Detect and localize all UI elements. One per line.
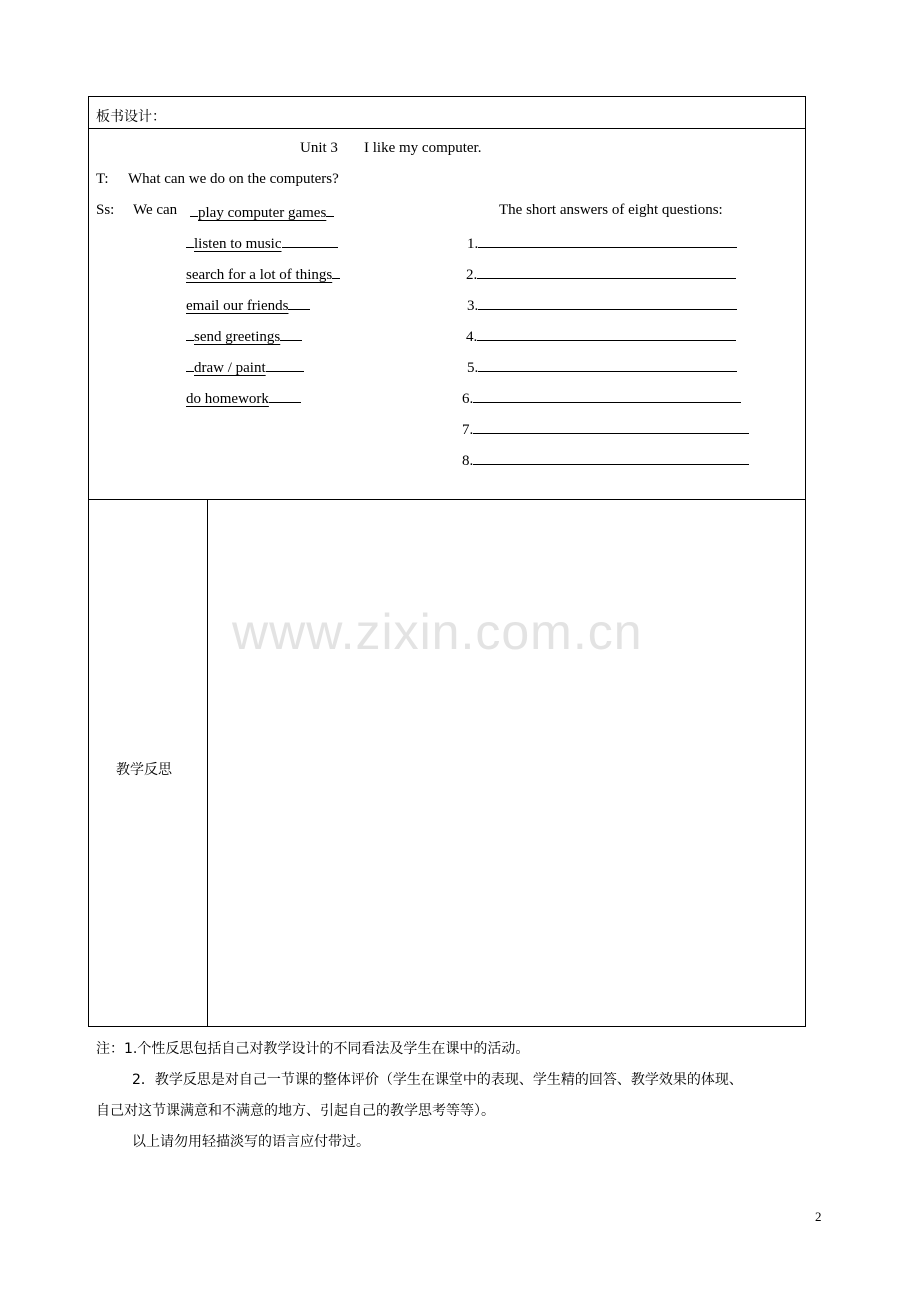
note-line-2: 2．教学反思是对自己一节课的整体评价（学生在课堂中的表现、学生精的回答、教学效果的体现、 [132,1072,743,1088]
teacher-prefix: T: [96,171,109,187]
page-number: 2 [815,1209,822,1224]
board-design-header: 板书设计： [96,109,166,125]
teacher-question: What can we do on the computers? [128,171,339,187]
reflection-column-divider [207,499,208,1027]
header-divider [88,128,806,129]
watermark: www.zixin.com.cn [232,604,643,660]
students-lead: We can [133,202,178,218]
section-divider [88,499,806,500]
answer-line: 1. [467,233,737,253]
answer-line: 2. [466,264,736,284]
unit-title: I like my computer. [364,140,482,156]
reflection-label: 教学反思 [116,762,172,778]
activity-item: listen to music [186,233,338,253]
activity-item: do homework [186,388,301,408]
answer-line: 8. [462,450,749,470]
activity-item: play computer games [190,202,334,222]
unit-label: Unit 3 [300,140,338,156]
answer-line: 5. [467,357,737,377]
activity-item: draw / paint [186,357,304,377]
answer-line: 7. [462,419,749,439]
answers-heading: The short answers of eight questions: [499,202,723,218]
note-line-1: 注：1.个性反思包括自己对教学设计的不同看法及学生在课中的活动。 [96,1041,530,1057]
answer-line: 3. [467,295,737,315]
answer-line: 4. [466,326,736,346]
answer-line: 6. [462,388,741,408]
activity-item: search for a lot of things [186,264,340,284]
activity-item: email our friends [186,295,310,315]
students-prefix: Ss: [96,202,115,218]
activity-item: send greetings [186,326,302,346]
note-line-3: 自己对这节课满意和不满意的地方、引起自己的教学思考等等）。 [96,1103,495,1119]
note-line-4: 以上请勿用轻描淡写的语言应付带过。 [132,1134,370,1150]
